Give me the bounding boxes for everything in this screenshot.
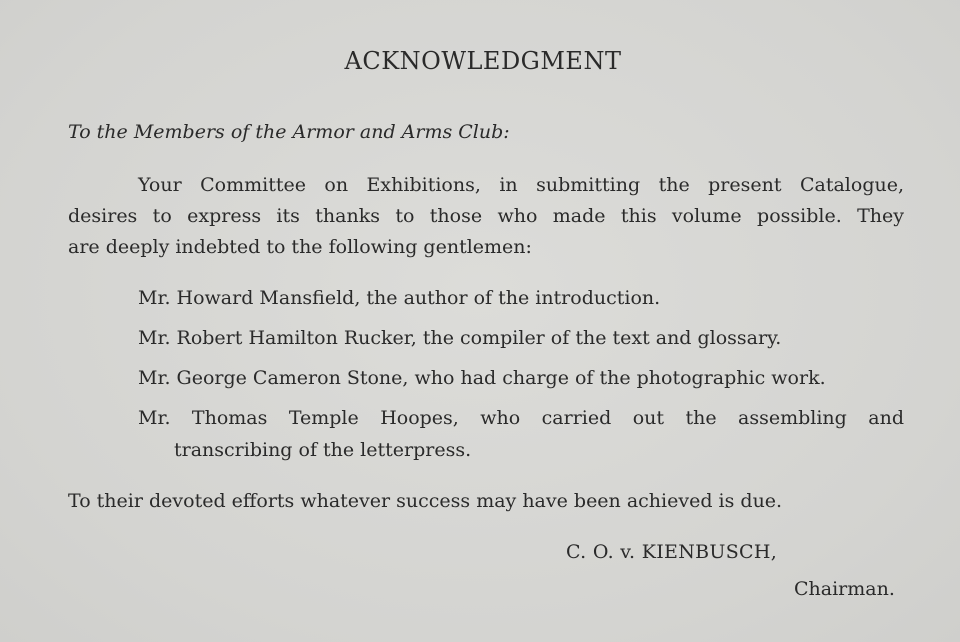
paragraph-line: desires to express its thanks to those who made this volume possible. They bbox=[68, 205, 904, 227]
page-title: ACKNOWLEDGMENT bbox=[344, 47, 622, 75]
list-item: Mr. Robert Hamilton Rucker, the compiler of the text and glossary. bbox=[138, 327, 782, 349]
list-item: Mr. Thomas Temple Hoopes, who carried out the assembling and bbox=[138, 407, 904, 429]
list-item: Mr. Howard Mansfield, the author of the introduction. bbox=[138, 287, 661, 309]
paragraph-line: Your Committee on Exhibitions, in submitting the present Catalogue, bbox=[138, 174, 904, 196]
list-item: Mr. George Cameron Stone, who had charge of the photographic work. bbox=[138, 367, 826, 389]
intro-paragraph bbox=[68, 170, 904, 263]
paragraph-line: are deeply indebted to the following gentlemen: bbox=[68, 236, 532, 258]
closing-sentence: To their devoted efforts whatever success may have been achieved is due. bbox=[68, 490, 783, 512]
list-item-continuation: transcribing of the letterpress. bbox=[174, 439, 472, 461]
salutation: To the Members of the Armor and Arms Club: bbox=[68, 121, 510, 143]
signature-role: Chairman. bbox=[794, 578, 895, 600]
signature-name: C. O. v. KIENBUSCH, bbox=[566, 541, 778, 563]
